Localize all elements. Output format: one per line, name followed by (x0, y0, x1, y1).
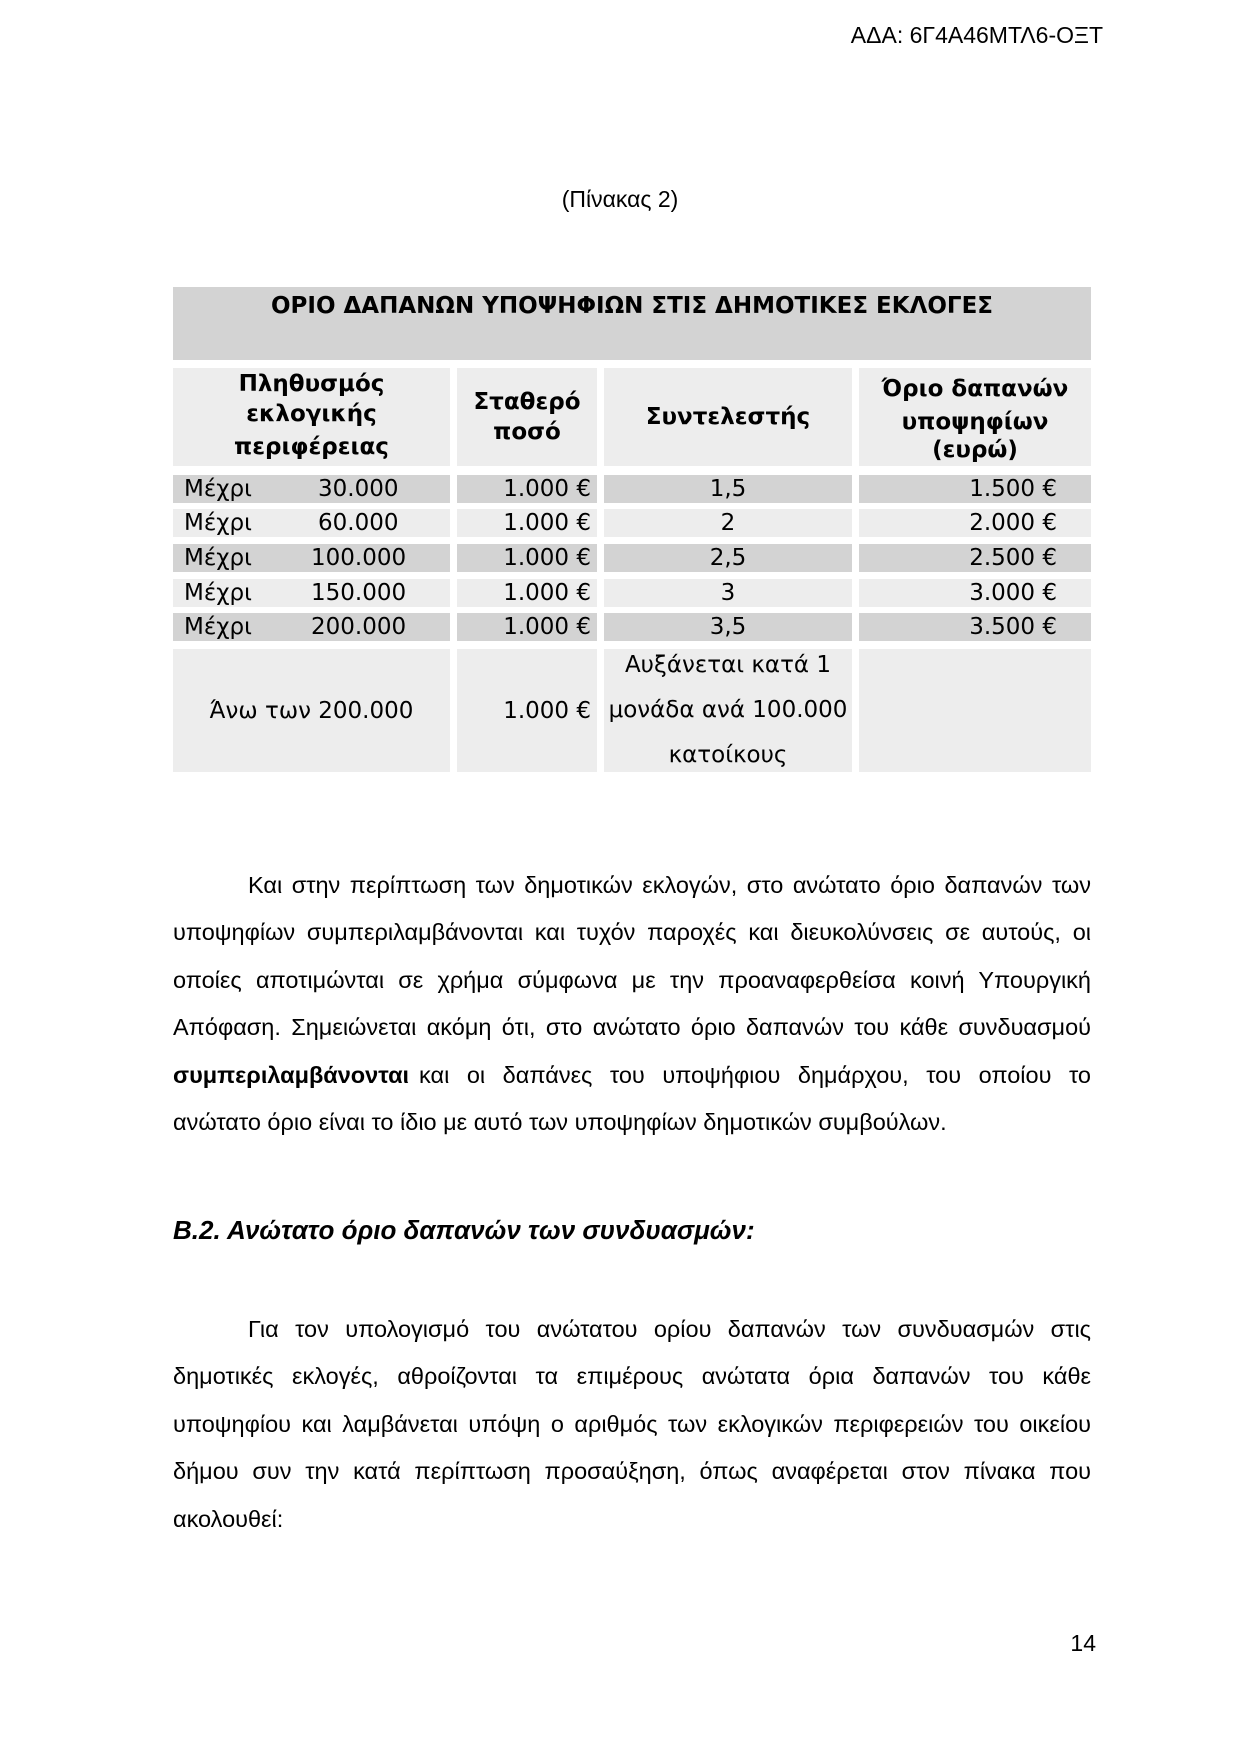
text-line: Και στην περίπτωση των δημοτικών εκλογών, στο ανώτατο όριο δαπανών των (248, 872, 1091, 898)
text-line: ανώτατο όριο είναι το ίδιο με αυτό των υποψηφίων δημοτικών συμβούλων. (173, 1108, 947, 1135)
page-number: 14 (1070, 1630, 1096, 1656)
text-line: Απόφαση. Σημειώνεται ακόμη ότι, στο ανώτατο όριο δαπανών του κάθε συνδυασμού (173, 1014, 1091, 1041)
row-population-cell: Μέχρι 30.000 (173, 475, 450, 503)
row-fixed-cell: 1.000 € (457, 613, 597, 641)
row-limit-cell: 2.000 € (859, 509, 1091, 537)
header-coefficient: Συντελεστής (604, 368, 852, 466)
row-limit-cell: 3.500 € (859, 613, 1091, 641)
row-population-cell: Μέχρι 200.000 (173, 613, 450, 641)
row-limit-cell: 1.500 € (859, 475, 1091, 503)
row-limit-cell: 3.000 € (859, 579, 1091, 607)
row-fixed-cell: 1.000 € (457, 544, 597, 572)
table-caption: (Πίνακας 2) (561, 186, 679, 212)
row-fixed-cell: 1.000 € (457, 475, 597, 503)
row-population-cell: Μέχρι 150.000 (173, 579, 450, 607)
row-population-cell: Μέχρι 60.000 (173, 509, 450, 537)
row-coefficient-cell: 1,5 (604, 475, 852, 503)
paragraph-2 (173, 1306, 1091, 1543)
row-limit-cell: 2.500 € (859, 544, 1091, 572)
row-coefficient-cell: 3,5 (604, 613, 852, 641)
text-line: δήμου συν την κατά περίπτωση προσαύξηση, όπως αναφέρεται στον πίνακα που (173, 1458, 1091, 1485)
header-population: Πληθυσμός εκλογικής περιφέρειας (173, 368, 450, 466)
row-coefficient-cell: 3 (604, 579, 852, 607)
text-line: υποψηφίων συμπεριλαμβάνονται και τυχόν παροχές και διευκολύνσεις σε αυτούς, οι (173, 919, 1091, 946)
row-fixed-cell: 1.000 € (457, 509, 597, 537)
text-line: υποψηφίου και λαμβάνεται υπόψη ο αριθμός των εκλογικών περιφερειών του οικείου (173, 1410, 1091, 1437)
spending-limits-table (173, 287, 1091, 772)
paragraph-1 (173, 862, 1091, 1146)
text-line: Για τον υπολογισμό του ανώτατου ορίου δαπανών των συνδυασμών στις (248, 1316, 1091, 1342)
row-limit-cell-empty (859, 649, 1091, 772)
header-limit: Όριο δαπανών υποψηφίων (ευρώ) (859, 368, 1091, 466)
section-heading: Β.2. Ανώτατο όριο δαπανών των συνδυασμών: (173, 1215, 755, 1245)
row-coefficient-cell: 2 (604, 509, 852, 537)
row-fixed-cell: 1.000 € (457, 649, 597, 772)
row-population-cell: Μέχρι 100.000 (173, 544, 450, 572)
row-coefficient-cell: 2,5 (604, 544, 852, 572)
text-line (173, 1052, 1091, 1099)
row-fixed-cell: 1.000 € (457, 579, 597, 607)
header-fixed-amount: Σταθερό ποσό (457, 368, 597, 466)
row-coefficient-cell: Αυξάνεται κατά 1 μονάδα ανά 100.000 κατοίκους (604, 649, 852, 772)
ada-code: ΑΔΑ: 6Γ4Α46ΜΤΛ6-ΟΞΤ (850, 22, 1103, 48)
text-line: δημοτικές εκλογές, αθροίζονται τα επιμέρους ανώτατα όρια δαπανών του κάθε (173, 1363, 1091, 1390)
bold-term: συμπεριλαμβάνονται (173, 1061, 410, 1088)
text-span: και οι δαπάνες του υποψήφιου δημάρχου, του οποίου το (419, 1061, 1091, 1088)
table-title: ΟΡΙΟ ΔΑΠΑΝΩΝ ΥΠΟΨΗΦΙΩΝ ΣΤΙΣ ΔΗΜΟΤΙΚΕΣ ΕΚΛΟΓΕΣ (173, 287, 1091, 360)
row-population-cell: Άνω των 200.000 (173, 649, 450, 772)
text-line: οποίες αποτιμώνται σε χρήμα σύμφωνα με την προαναφερθείσα κοινή Υπουργική (173, 966, 1091, 993)
text-line: ακολουθεί: (173, 1505, 284, 1532)
